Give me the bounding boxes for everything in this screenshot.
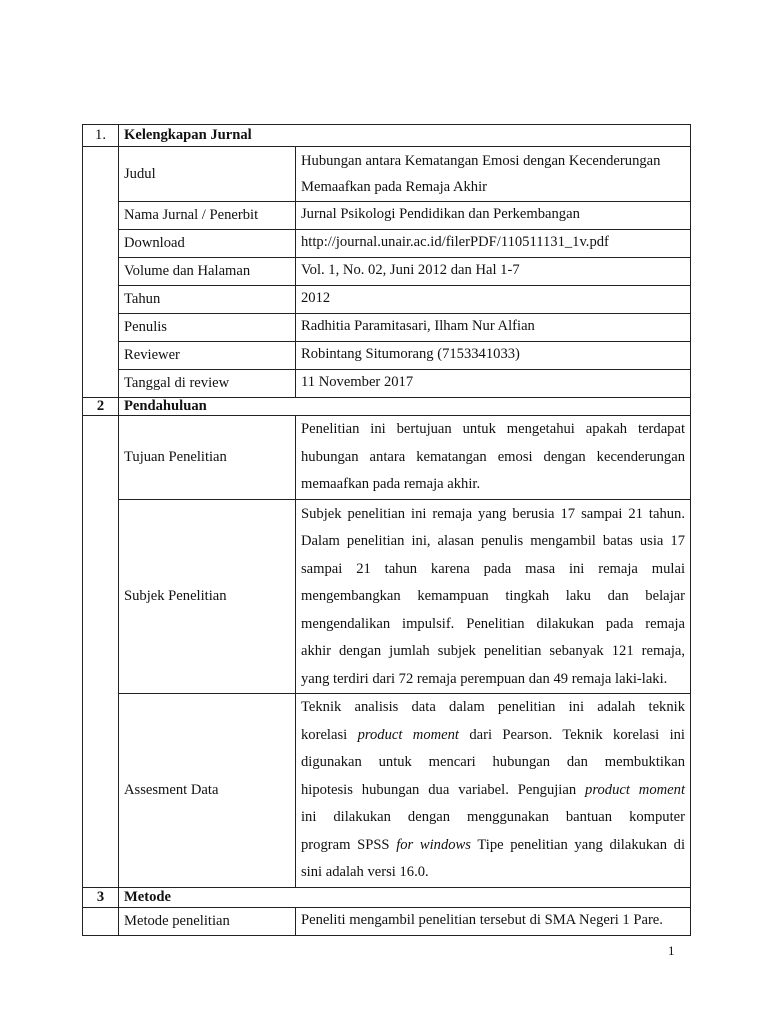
table-row: [83, 258, 691, 286]
table-row: [83, 202, 691, 230]
number-cell-empty: [83, 416, 119, 888]
value-line: akhir dengan jumlah subjek penelitian sebanyak 121 remaja,: [301, 643, 686, 659]
table-row: [83, 342, 691, 370]
row-value: Robintang Situmorang (7153341033): [296, 342, 691, 370]
value-line: ini dilakukan dengan menggunakan bantuan komputer: [301, 809, 686, 825]
value-line: sini adalah versi 16.0.: [301, 864, 429, 880]
value-line: Subjek penelitian ini remaja yang berusia 17 sampai 21 tahun.: [301, 505, 686, 522]
section-header-row: [83, 887, 691, 907]
value-line: memaafkan pada remaja akhir.: [301, 476, 481, 492]
italic-term: product moment: [585, 781, 686, 798]
page-number: 1: [668, 943, 675, 958]
section-number: 2: [83, 398, 119, 416]
row-label: Volume dan Halaman: [119, 258, 296, 286]
value-line: mengembangkan kemampuan tingkah laku dan belajar: [301, 588, 686, 604]
row-label: Subjek Penelitian: [119, 499, 296, 694]
row-value: Jurnal Psikologi Pendidikan dan Perkembangan: [296, 202, 691, 230]
table-row: [83, 499, 691, 694]
row-value: http://journal.unair.ac.id/filerPDF/110511131_1v.pdf: [296, 230, 691, 258]
value-line: Penelitian ini bertujuan untuk mengetahui apakah terdapat: [301, 421, 686, 437]
table-row: [83, 370, 691, 398]
table-row: [83, 694, 691, 888]
text-run: Tipe penelitian yang dilakukan di: [470, 836, 686, 853]
section-title: Kelengkapan Jurnal: [119, 125, 691, 147]
section-title: Pendahuluan: [119, 398, 691, 416]
row-label: Download: [119, 230, 296, 258]
row-label: Nama Jurnal / Penerbit: [119, 202, 296, 230]
row-value: Peneliti mengambil penelitian tersebut di SMA Negeri 1 Pare.: [296, 907, 691, 935]
table-row: [83, 314, 691, 342]
row-label: Tahun: [119, 286, 296, 314]
value-line: sampai 21 tahun karena pada masa ini remaja mulai: [301, 560, 686, 577]
table-row: [83, 286, 691, 314]
row-value: [296, 694, 691, 888]
row-value: Vol. 1, No. 02, Juni 2012 dan Hal 1-7: [296, 258, 691, 286]
value-line: Hubungan antara Kematangan Emosi dengan Kecenderungan: [301, 153, 661, 169]
value-line: [301, 777, 685, 805]
section-title: Metode: [119, 887, 691, 907]
number-cell-empty: [83, 147, 119, 398]
value-line: digunakan untuk mencari hubungan dan membuktikan: [301, 754, 686, 770]
row-value: [296, 499, 691, 694]
section-header-row: [83, 125, 691, 147]
table-row: [83, 147, 691, 202]
section-header-row: [83, 398, 691, 416]
table-row: [83, 230, 691, 258]
table-row: [83, 416, 691, 500]
value-line: Dalam penelitian ini, alasan penulis mengambil batas usia 17: [301, 533, 686, 549]
text-run: program SPSS: [301, 836, 397, 853]
section-number: 3: [83, 887, 119, 907]
row-value: 11 November 2017: [296, 370, 691, 398]
row-value: Radhitia Paramitasari, Ilham Nur Alfian: [296, 314, 691, 342]
italic-term: for windows: [396, 836, 471, 853]
text-run: korelasi: [301, 726, 358, 743]
value-line: [301, 722, 685, 750]
row-label: Assesment Data: [119, 694, 296, 888]
text-run: dari Pearson. Teknik korelasi ini: [458, 726, 685, 743]
row-label: Tujuan Penelitian: [119, 416, 296, 500]
text-run: hipotesis hubungan dua variabel. Pengujian: [301, 781, 586, 798]
row-value: 2012: [296, 286, 691, 314]
value-line: [301, 832, 685, 860]
value-line: mengendalikan impulsif. Penelitian dilakukan pada remaja: [301, 615, 686, 632]
value-line: hubungan antara kematangan emosi dengan kecenderungan: [301, 448, 686, 465]
value-line: Teknik analisis data dalam penelitian ini adalah teknik: [301, 699, 686, 715]
number-cell-empty: [83, 907, 119, 935]
journal-review-table: [82, 124, 691, 936]
value-line: yang terdiri dari 72 remaja perempuan dan 49 remaja laki-laki.: [301, 670, 668, 687]
row-label: Tanggal di review: [119, 370, 296, 398]
value-line: Memaafkan pada Remaja Akhir: [301, 179, 487, 195]
row-label: Penulis: [119, 314, 296, 342]
row-value: [296, 147, 691, 202]
section-number: 1.: [83, 125, 119, 147]
row-label: Judul: [119, 147, 296, 202]
row-label: Metode penelitian: [119, 907, 296, 935]
table-row: [83, 907, 691, 935]
italic-term: product moment: [357, 726, 459, 743]
row-label: Reviewer: [119, 342, 296, 370]
row-value: [296, 416, 691, 500]
